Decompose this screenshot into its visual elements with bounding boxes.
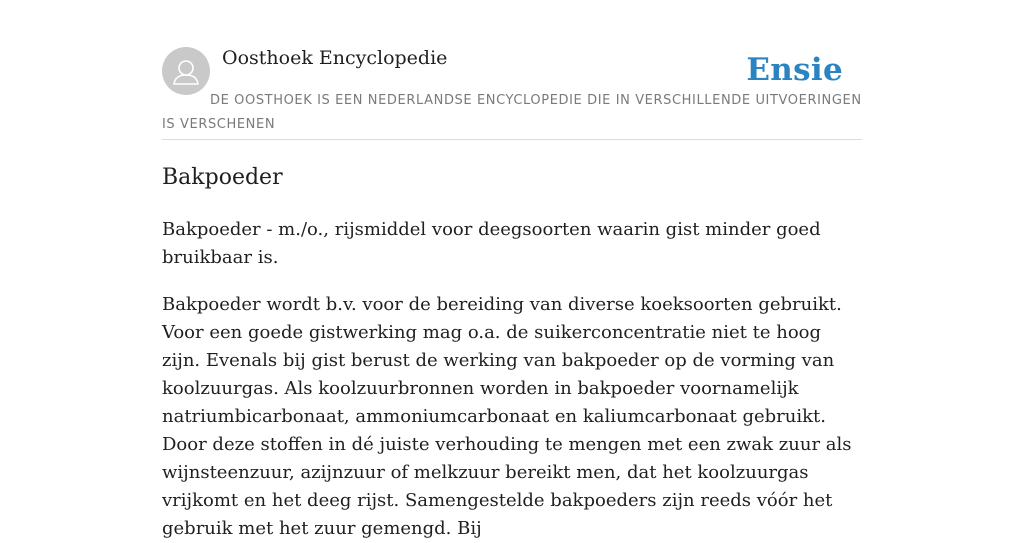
article-title: Bakpoeder: [162, 165, 283, 190]
article-paragraph: Bakpoeder wordt b.v. voor de bereiding van diverse koeksoorten gebruikt. Voor een goede gistwerking mag o.a. de suikerconcentratie niet te hoog zijn. Evenals bij gist berust de werking van bakpoeder op de vorming van koolzuurgas. Als koolzuurbronnen worden in bakpoeder voornamelijk natriumbicarbonaat, ammoniumcarbonaat en kaliumcarbonaat gebruikt. Door deze stoffen in dé juiste verhouding te mengen met een zwak zuur als wijnsteenzuur, azijnzuur of melkzuur bereikt men, dat het koolzuurgas vrijkomt en het deeg rijst. Samengestelde bakpoeders zijn reeds vóór het gebruik met het zuur gemengd. Bij: [162, 294, 852, 539]
avatar[interactable]: [162, 47, 210, 95]
page: [162, 0, 862, 539]
brand-logo[interactable]: Ensie: [746, 52, 843, 88]
site-title[interactable]: Oosthoek Encyclopedie: [222, 47, 448, 69]
user-placeholder-icon: [162, 47, 210, 95]
article-paragraph: Bakpoeder - m./o., rijsmiddel voor deegsoorten waarin gist minder goed bruikbaar is.: [162, 219, 821, 268]
site-tagline: DE OOSTHOEK IS EEN NEDERLANDSE ENCYCLOPEDIE DIE IN VERSCHILLENDE UITVOERINGEN IS VERSCHENEN: [162, 93, 862, 132]
site-header: [162, 0, 862, 140]
